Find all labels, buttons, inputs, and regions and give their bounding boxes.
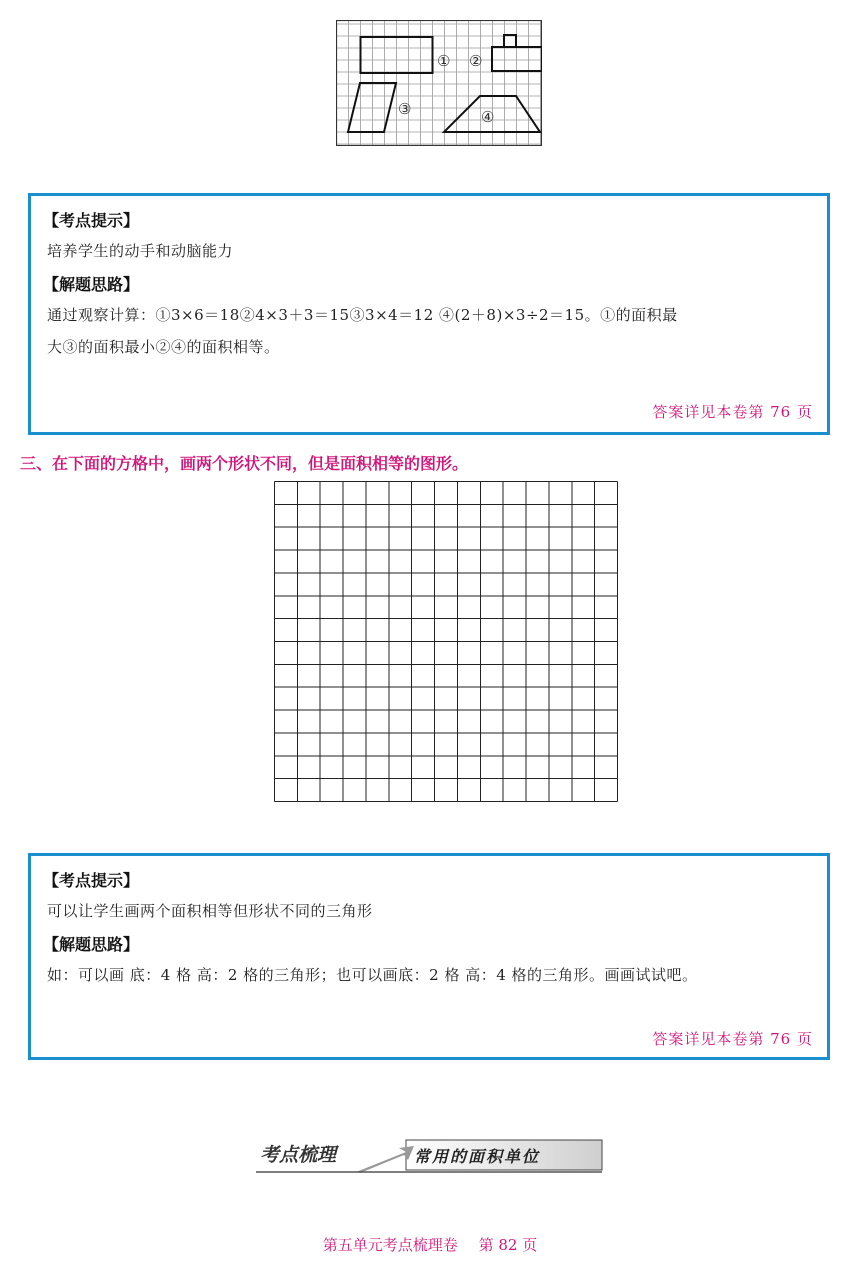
footer-title: 第五单元考点梳理卷 — [322, 1236, 458, 1254]
hint-heading: 【考点提示】 — [43, 211, 140, 230]
label-2: ② — [469, 52, 483, 70]
solution-line-1: 通过观察计算：①3×6＝18②4×3＋3＝15③3×4＝12 ④(2＋8)×3÷2＝15。①的面积最 — [47, 306, 678, 324]
solution-heading: 【解题思路】 — [43, 935, 140, 954]
arrow-icon — [356, 1146, 414, 1173]
hint-text: 培养学生的动手和动脑能力 — [47, 242, 234, 260]
label-4: ④ — [481, 108, 495, 126]
drawing-grid[interactable] — [274, 481, 618, 802]
shape-3-parallelogram — [348, 83, 396, 132]
solution-heading: 【解题思路】 — [43, 275, 140, 294]
banner-right-text: 常用的面积单位 — [414, 1147, 541, 1166]
solution-line-2: 大③的面积最小②④的面积相等。 — [47, 338, 280, 356]
banner-left-text: 考点梳理 — [260, 1144, 337, 1166]
hint-text: 可以让学生画两个面积相等但形状不同的三角形 — [47, 902, 373, 920]
drawing-grid-lines — [275, 482, 618, 802]
label-3: ③ — [398, 100, 412, 118]
answer-reference: 答案详见本卷第 76 页 — [652, 1030, 813, 1048]
shape-2-polygon — [492, 35, 542, 71]
footer-page: 第 82 页 — [478, 1236, 538, 1254]
hint-box-2 — [28, 853, 830, 1060]
question-3: 三、在下面的方格中，画两个形状不同，但是面积相等的图形。 — [20, 454, 469, 473]
hint-box-1 — [28, 193, 830, 435]
shapes-figure — [336, 20, 542, 146]
label-1: ① — [437, 52, 451, 70]
section-banner — [256, 1138, 604, 1174]
answer-reference: 答案详见本卷第 76 页 — [652, 403, 813, 421]
hint-heading: 【考点提示】 — [43, 871, 140, 890]
solution-line-1: 如：可以画 底：4 格 高：2 格的三角形；也可以画底：2 格 高：4 格的三角形。画画试试吧。 — [47, 966, 698, 984]
page-footer — [0, 1234, 860, 1255]
